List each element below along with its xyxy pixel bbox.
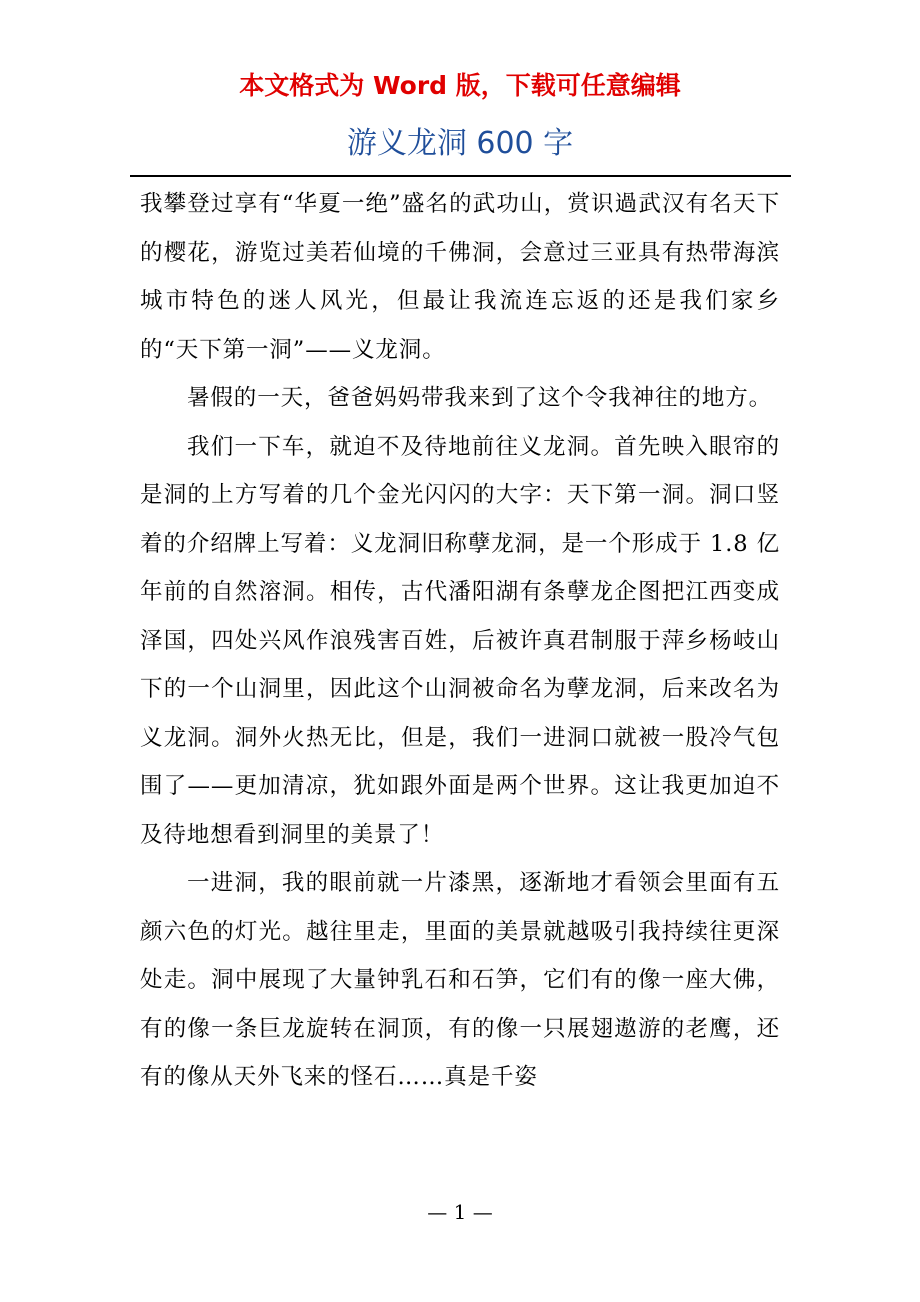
paragraph-1: 我攀登过享有“华夏一绝”盛名的武功山，赏识過武汉有名天下的樱花，游览过美若仙境的千佛洞，会意过三亚具有热带海滨城市特色的迷人风光，但最让我流连忘返的还是我们家乡的“天下第一洞”——义龙洞。 xyxy=(140,191,780,363)
paragraph-2: 暑假的一天，爸爸妈妈带我来到了这个令我神往的地方。 xyxy=(187,385,773,411)
document-body xyxy=(140,180,780,1102)
page-number: — 1 — xyxy=(427,1200,493,1224)
header-divider xyxy=(130,175,791,177)
format-notice-banner: 本文格式为 Word 版，下载可任意编辑 xyxy=(239,71,681,100)
document-title: 游义龙洞 600 字 xyxy=(346,126,574,161)
paragraph-4: 一进洞，我的眼前就一片漆黑，逐渐地才看领会里面有五颜六色的灯光。越往里走，里面的美景就越吸引我持续往更深处走。洞中展现了大量钟乳石和石笋，它们有的像一座大佛，有的像一条巨龙旋转在洞顶，有的像一只展翅遨游的老鹰，还有的像从天外飞来的怪石……真是千姿 xyxy=(140,870,780,1090)
paragraph-3: 我们一下车，就迫不及待地前往义龙洞。首先映入眼帘的是洞的上方写着的几个金光闪闪的大字：天下第一洞。洞口竖着的介绍牌上写着：义龙洞旧称孽龙洞，是一个形成于 1.8 亿年前的自然溶洞。相传，古代潘阳湖有条孽龙企图把江西变成泽国，四处兴风作浪残害百姓，后被许真君制服于萍乡杨岐山下的一个山洞里，因此这个山洞被命名为孽龙洞，后来改名为义龙洞。洞外火热无比，但是，我们一进洞口就被一股冷气包围了——更加清凉，犹如跟外面是两个世界。这让我更加迫不及待地想看到洞里的美景了！ xyxy=(140,433,780,848)
